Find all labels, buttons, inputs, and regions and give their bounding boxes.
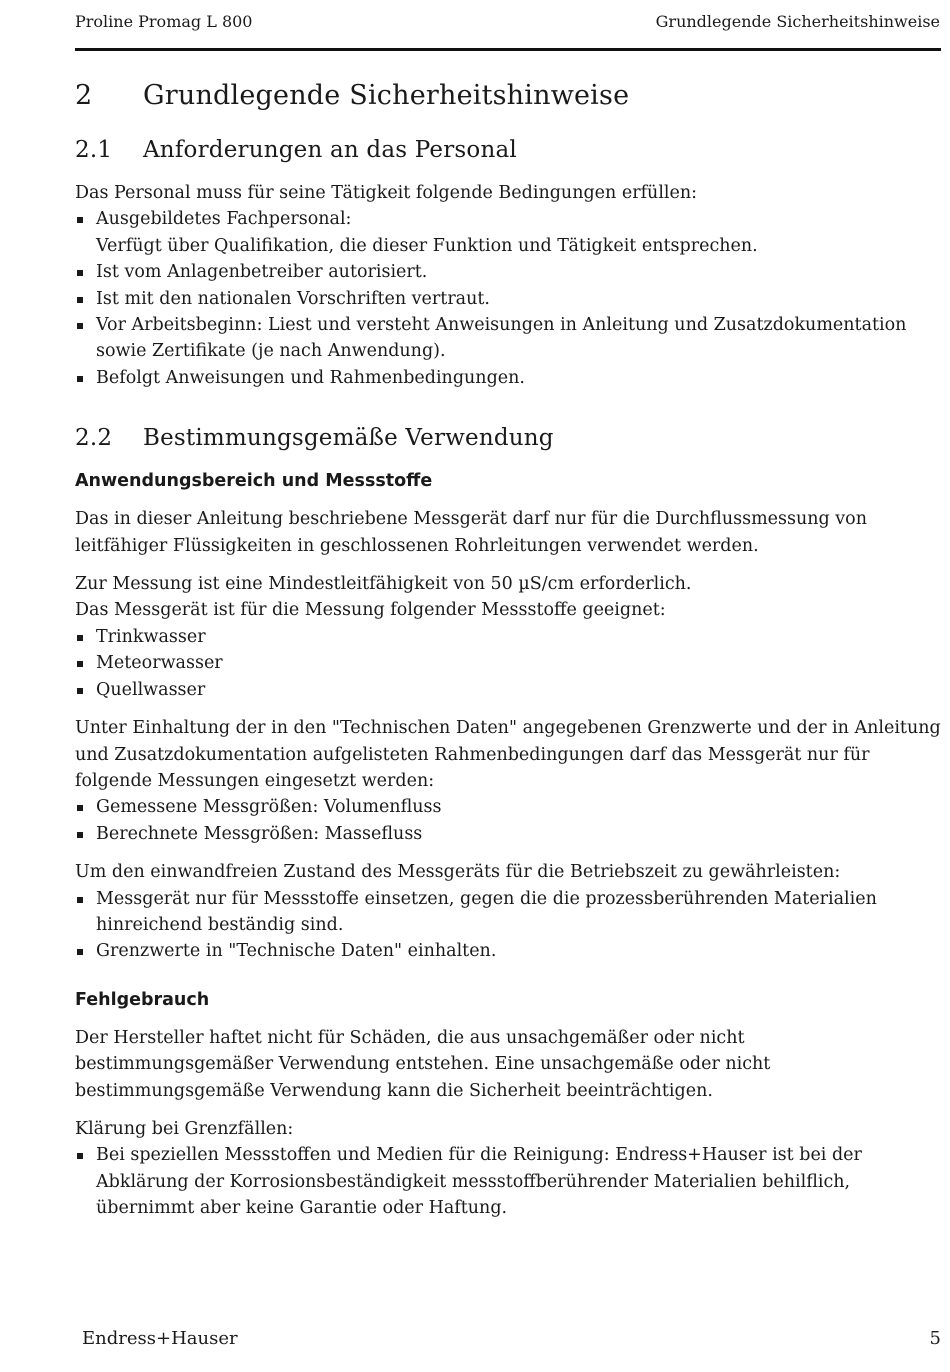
list-item: Trinkwasser (75, 624, 941, 650)
page-header (75, 12, 940, 38)
spacer (75, 703, 941, 715)
misuse-paragraph: Der Hersteller haftet nicht für Schäden, die aus unsachgemäßer oder nicht bestimmungsgemäßer Verwendung entstehen. Eine unsachgemäße oder nicht bestimmungsgemäße Verwendung kann die Sicherheit beeinträchtigen. (75, 1027, 771, 1101)
spacer (75, 1104, 941, 1116)
header-product-name: Proline Promag L 800 (75, 12, 253, 31)
chapter-title: Grundlegende Sicherheitshinweise (143, 80, 630, 111)
page-content (75, 74, 941, 1222)
subheading-misuse: Fehlgebrauch (75, 989, 210, 1010)
list-item-text: Ausgebildetes Fachpersonal: (96, 209, 352, 230)
condition-intro: Um den einwandfreien Zustand des Messgeräts für die Betriebszeit zu gewährleisten: (75, 862, 841, 883)
list-item: Ist mit den nationalen Vorschriften vertraut. (75, 286, 941, 312)
page-footer (82, 1328, 941, 1356)
media-list (75, 624, 941, 703)
measurements-list (75, 794, 941, 847)
list-item: Messgerät nur für Messstoffe einsetzen, gegen die die prozessberührenden Materialien hinreichend beständig sind. (75, 886, 941, 939)
section-title: Bestimmungsgemäße Verwendung (143, 425, 554, 452)
section-number: 2.2 (75, 425, 113, 452)
section-2-2-heading (75, 421, 941, 455)
list-item: Quellwasser (75, 677, 941, 703)
edge-case-intro: Klärung bei Grenzfällen: (75, 1118, 294, 1139)
list-item: Befolgt Anweisungen und Rahmenbedingungen. (75, 365, 941, 391)
list-item: Berechnete Messgrößen: Massefluss (75, 821, 941, 847)
list-item: Grenzwerte in "Technische Daten" einhalten. (75, 938, 941, 964)
section-title: Anforderungen an das Personal (143, 137, 517, 163)
header-divider (75, 48, 941, 51)
spacer (75, 847, 941, 859)
header-chapter-title: Grundlegende Sicherheitshinweise (655, 12, 940, 31)
personnel-requirements-list (75, 206, 941, 391)
chapter-heading (75, 74, 941, 118)
conductivity-line: Zur Messung ist eine Mindestleitfähigkeit von 50 µS/cm erforderlich. (75, 574, 692, 595)
edge-case-list (75, 1142, 941, 1221)
list-item: Ist vom Anlagenbetreiber autorisiert. (75, 259, 941, 285)
page-number: 5 (929, 1328, 941, 1349)
spacer (75, 965, 941, 987)
list-item-text: Verfügt über Qualifikation, die dieser Funktion und Tätigkeit entsprechen. (96, 235, 758, 256)
spacer (75, 391, 941, 421)
media-intro: Das Messgerät ist für die Messung folgender Messstoffe geeignet: (75, 600, 666, 621)
application-paragraph: Das in dieser Anleitung beschriebene Messgerät darf nur für die Durchflussmessung von leitfähiger Flüssigkeiten in geschlossenen Rohrleitungen verwendet werden. (75, 509, 867, 556)
section-2-1-heading (75, 133, 941, 167)
chapter-number: 2 (75, 80, 93, 111)
list-item: Vor Arbeitsbeginn: Liest und versteht Anweisungen in Anleitung und Zusatzdokumentation sowie Zertifikate (je nach Anwendung). (75, 312, 941, 365)
conditions-list (75, 886, 941, 965)
section-number: 2.1 (75, 137, 113, 163)
list-item: Gemessene Messgrößen: Volumenfluss (75, 794, 941, 820)
spacer (75, 559, 941, 571)
personnel-intro: Das Personal muss für seine Tätigkeit folgende Bedingungen erfüllen: (75, 183, 698, 203)
footer-brand: Endress+Hauser (82, 1328, 238, 1349)
list-item (75, 206, 941, 259)
list-item: Bei speziellen Messstoffen und Medien für die Reinigung: Endress+Hauser ist bei der Abklärung der Korrosionsbeständigkeit messstoffberührender Materialien behilflich, übernimmt aber keine Garantie oder Haftung. (75, 1142, 941, 1221)
limits-paragraph: Unter Einhaltung der in den "Technischen Daten" angegebenen Grenzwerte und der in Anleitung und Zusatzdokumentation aufgelisteten Rahmenbedingungen darf das Messgerät nur für folgende Messungen eingesetzt werden: (75, 718, 941, 791)
list-item: Meteorwasser (75, 650, 941, 676)
subheading-application: Anwendungsbereich und Messstoffe (75, 471, 433, 492)
